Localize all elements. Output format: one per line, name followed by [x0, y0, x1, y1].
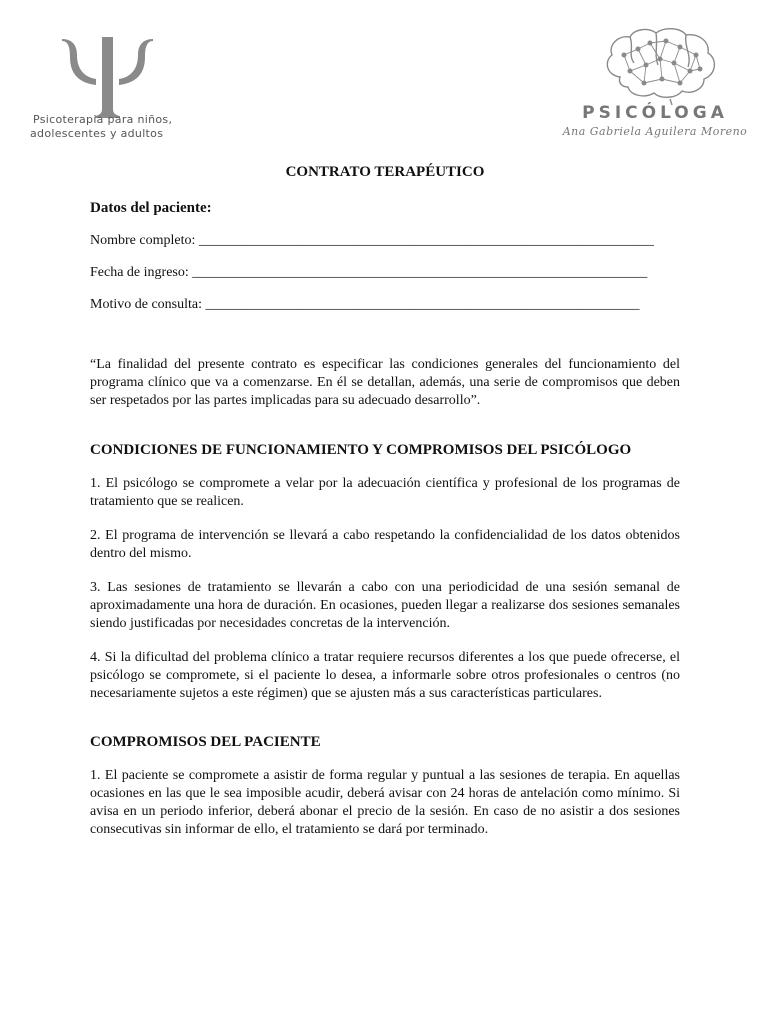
blank-line: ______________________________________________________________	[205, 297, 640, 312]
contract-purpose-quote: “La finalidad del presente contrato es especificar las condiciones generales del funcionamiento del programa clínico que va a comenzarse. En él se detallan, además, una serie de compromisos que deben ser respetados por las partes implicadas para su adecuado desarrollo”.	[90, 357, 680, 408]
section-heading-patient: COMPROMISOS DEL PACIENTE	[90, 734, 321, 750]
psychologist-commitment-1: 1. El psicólogo se compromete a velar por la adecuación científica y profesional de los programas de tratamiento que se realicen.	[90, 476, 680, 509]
field-label: Fecha de ingreso:	[90, 265, 189, 280]
psychologist-commitment-4: 4. Si la dificultad del problema clínico a tratar requiere recursos diferentes a los que puede ofrecerse, el psicólogo se compromete, si el paciente lo desea, a informarle sobre otros profesionales o centros (no necesariamente sujetos a este régimen) que se ajusten más a sus características particulares.	[90, 650, 680, 701]
tagline-line-2: adolescentes y adultos	[30, 127, 164, 140]
brand-title: PSICÓLOGA	[582, 103, 728, 123]
psi-symbol-icon	[60, 35, 155, 120]
brain-network-icon	[600, 25, 720, 105]
document-title: CONTRATO TERAPÉUTICO	[285, 164, 485, 180]
tagline-line-1: Psicoterapia para niños,	[33, 113, 173, 126]
left-logo-tagline	[30, 113, 230, 141]
brand-name: Ana Gabriela Aguilera Moreno	[562, 125, 748, 138]
field-motivo-consulta	[90, 296, 680, 314]
field-nombre-completo	[90, 232, 680, 250]
psychologist-commitment-3: 3. Las sesiones de tratamiento se llevarán a cabo con una periodicidad de una sesión semanal de aproximadamente una hora de duración. En ocasiones, pueden llegar a realizarse dos sesiones semanales siendo justificadas por necesidades concretas de la intervención.	[90, 580, 680, 631]
field-label: Motivo de consulta:	[90, 297, 202, 312]
section-heading-psychologist: CONDICIONES DE FUNCIONAMIENTO Y COMPROMISOS DEL PSICÓLOGO	[90, 442, 632, 458]
blank-line: _________________________________________________________________	[192, 265, 648, 280]
right-logo	[550, 25, 760, 145]
patient-data-label: Datos del paciente:	[90, 200, 212, 216]
patient-commitment-1: 1. El paciente se compromete a asistir de forma regular y puntual a las sesiones de terapia. En aquellas ocasiones en las que le sea imposible acudir, deberá avisar con 24 horas de antelación como mínimo. Si avisa en un periodo inferior, deberá abonar el precio de la sesión. En caso de no asistir a dos sesiones consecutivas sin informar de ello, el tratamiento se dará por terminado.	[90, 768, 680, 837]
blank-line: _________________________________________________________________	[198, 233, 654, 248]
document-body	[90, 163, 680, 855]
left-logo	[30, 30, 230, 150]
psychologist-commitment-2: 2. El programa de intervención se llevará a cabo respetando la confidencialidad de los datos obtenidos dentro del mismo.	[90, 528, 680, 561]
field-fecha-ingreso	[90, 264, 680, 282]
field-label: Nombre completo:	[90, 233, 196, 248]
